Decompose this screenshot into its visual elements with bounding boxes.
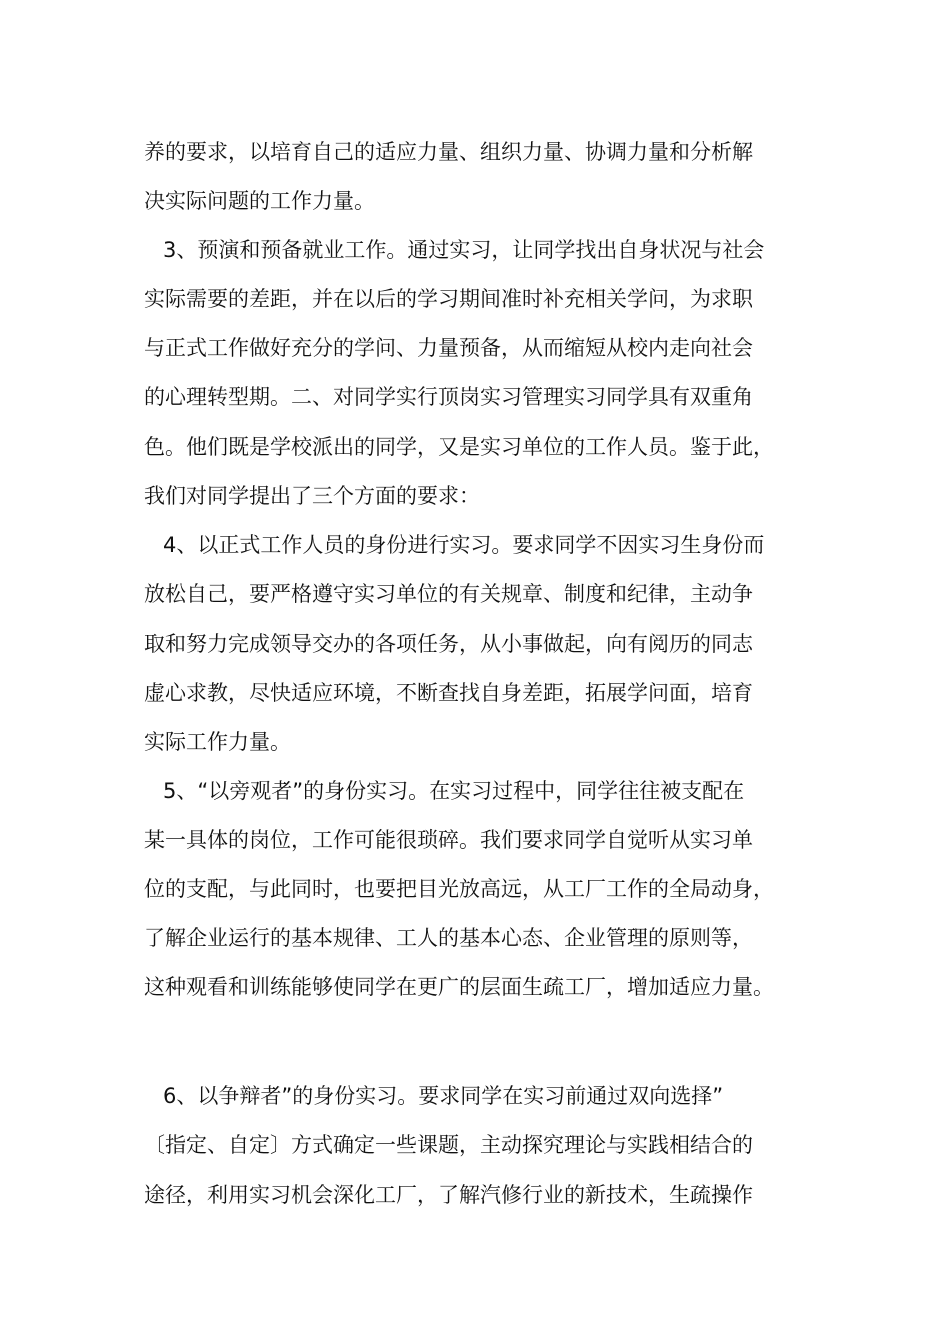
text-line: 途径，利用实习机会深化工厂，了解汽修行业的新技术，生疏操作 — [144, 1183, 753, 1207]
text-line: 我们对同学提出了三个方面的要求： — [144, 484, 480, 508]
text-line: 〔指定、自定〕方式确定一些课题，主动探究理论与实践相结合的 — [144, 1133, 753, 1157]
text-line: 了解企业运行的基本规律、工人的基本心态、企业管理的原则等， — [144, 926, 753, 950]
text-line: 实际需要的差距，并在以后的学习期间准时补充相关学问，为求职 — [144, 287, 753, 311]
text-line: 与正式工作做好充分的学问、力量预备，从而缩短从校内走向社会 — [144, 336, 753, 360]
text-line: 某一具体的岗位，工作可能很琐碎。我们要求同学自觉听从实习单 — [144, 828, 753, 852]
text-line: 实际工作力量。 — [144, 730, 291, 754]
text-line: 的心理转型期。二、对同学实行顶岗实习管理实习同学具有双重角 — [144, 385, 753, 409]
text-line: 放松自己，要严格遵守实习单位的有关规章、制度和纪律，主动争 — [144, 582, 753, 606]
text-line: 这种观看和训练能够使同学在更广的层面生疏工厂，增加适应力量。 — [144, 975, 774, 999]
text-line: 决实际问题的工作力量。 — [144, 189, 375, 213]
text-line: 4、以正式工作人员的身份进行实习。要求同学不因实习生身份而 — [163, 533, 765, 557]
text-line: 6、以争辩者”的身份实习。要求同学在实习前通过双向选择” — [163, 1084, 724, 1108]
text-line: 虚心求教，尽快适应环境，不断查找自身差距，拓展学问面，培育 — [144, 681, 753, 705]
text-line: 位的支配，与此同时，也要把目光放高远，从工厂工作的全局动身， — [144, 877, 774, 901]
text-line: 养的要求，以培育自己的适应力量、组织力量、协调力量和分析解 — [144, 140, 753, 164]
text-line: 3、预演和预备就业工作。通过实习，让同学找出自身状况与社会 — [163, 238, 765, 262]
text-line: 取和努力完成领导交办的各项任务，从小事做起，向有阅历的同志 — [144, 632, 753, 656]
text-line: 色。他们既是学校派出的同学，又是实习单位的工作人员。鉴于此， — [144, 435, 774, 459]
text-line: 5、“以旁观者”的身份实习。在实习过程中，同学往往被支配在 — [163, 779, 745, 803]
